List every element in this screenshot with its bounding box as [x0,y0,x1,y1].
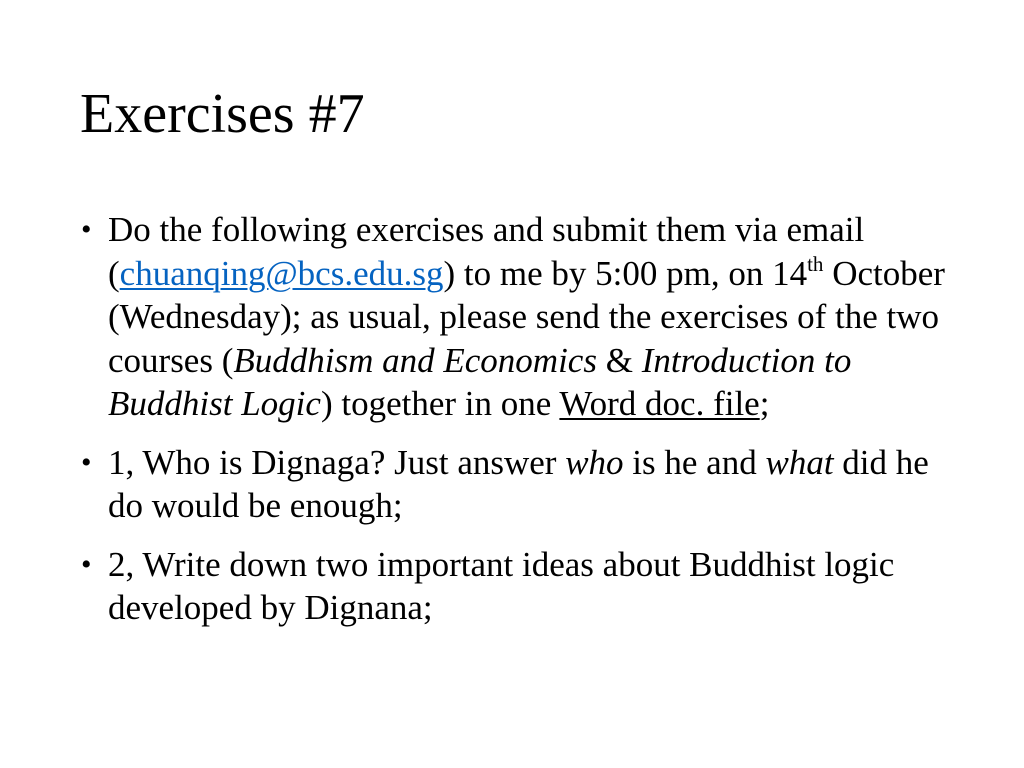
emphasis-text: who [565,442,624,482]
bullet-item-question-1 [80,441,950,528]
bullet-icon: • [81,213,92,246]
bullet-text: 2, Write down two important ideas about Buddhist logic developed by Dignana; [108,544,895,627]
bullet-text: & [596,340,642,380]
bullet-item-question-2 [80,543,950,630]
bullet-text: ) to me by 5:00 pm, on 14 [443,253,808,293]
date-superscript: th [807,251,824,276]
bullet-icon: • [81,445,92,479]
emphasis-text: what [765,442,834,482]
bullet-text: ) together in one [320,384,560,423]
slide-title: Exercises #7 [80,83,365,145]
bullet-text: is he and [623,442,766,482]
bullet-icon: • [81,547,92,581]
email-link[interactable]: chuanqing@bcs.edu.sg [119,253,444,293]
file-type-text: Word doc. file [559,384,760,423]
bullet-text: ; [759,384,770,423]
course-name: Buddhism and Economics [233,340,597,380]
bullet-list [80,208,950,645]
course-name: Introduction to Buddhist Logic [108,340,852,423]
bullet-text: did he do would be enough; [108,442,929,525]
bullet-text: 1, Who is Dignaga? Just answer [108,442,566,482]
bullet-item-submission [80,208,950,426]
bullet-text: October (Wednesday); as usual, please send the exercises of the two courses ( [108,253,945,380]
bullet-text: Do the following exercises and submit them via email ( [108,210,865,293]
